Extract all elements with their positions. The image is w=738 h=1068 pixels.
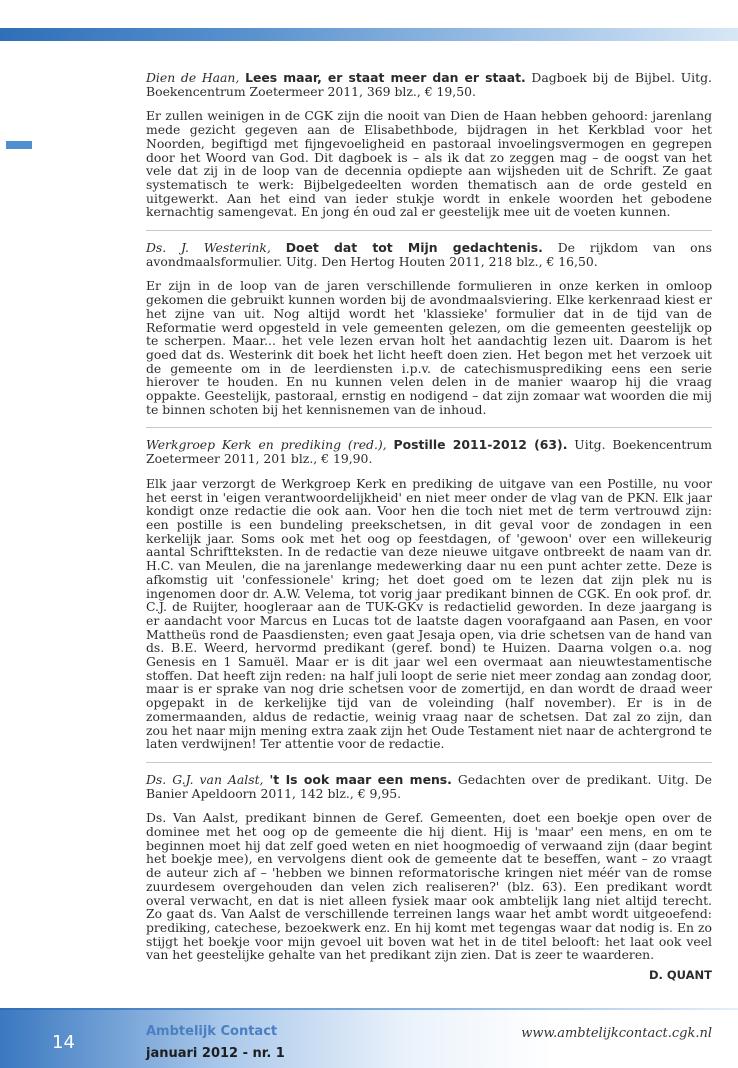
review-citation — [146, 241, 712, 268]
review-title: Postille 2011-2012 (63). — [393, 437, 568, 453]
review-westerink — [146, 241, 712, 416]
section-divider — [146, 230, 712, 231]
reviews-column — [146, 71, 712, 983]
review-details: Gedachten over de predikant. Uitg. De Banier Apeldoorn 2011, 142 blz., € 9,95. — [146, 771, 712, 801]
review-author: Ds. J. Westerink, — [146, 240, 271, 256]
section-divider — [146, 762, 712, 763]
review-postille — [146, 438, 712, 750]
section-divider — [146, 427, 712, 428]
review-title: 't Is ook maar een mens. — [269, 771, 452, 787]
review-body: Elk jaar verzorgt de Werkgroep Kerk en prediking de uitgave van een Postille, nu voor het eerst in 'eigen verantwoordelijkheid' en niet meer onder de vlag van de PKN. Elk jaar kondigt onze redactie die ook aan. Voor hen die toch niet met de term vertrouwd zijn: een postille is een bundeling preekschetsen, in dit geval voor de zondagen in een kerkelijk jaar. Soms ook met het oog op feestdagen, of 'gewoon' over een willekeurig aantal Schriftteksten. In de redactie van deze nieuwe uitgave ontbreekt de naam van dr. H.C. van Meulen, die na jarenlange medewerking daar nu een punt achter zette. Deze is afkomstig uit 'confessionele' kring; het doet goed om te lezen dat zijn plek nu is ingenomen door dr. A.W. Velema, tot vorig jaar predikant binnen de CGK. En ook prof. dr. C.J. de Ruijter, hoogleraar aan de TUK-GKv is redactielid geworden. In deze jaargang is er aandacht voor Marcus en Lucas tot de laatste dagen voorafgaand aan Pasen, en voor Mattheüs rond de Paasdiensten; even gaat Jesaja open, via drie schetsen van de hand van ds. B.E. Weerd, hervormd predikant (geref. bond) te Huizen. Daarna volgen o.a. nog Genesis en 1 Samuël. Maar er is dit jaar wel een overmaat aan nieuwtestamentische stoffen. Dat heeft zijn reden: na half juli loopt de serie niet meer zondag aan zondag door, maar is er sprake van nog drie schetsen voor de zomertijd, en dan wordt de draad weer opgepakt in de kerkelijke tijd van de voleinding (half november). Er is in de zomermaanden, aldus de redactie, weinig vraag naar de schetsen. Dat zal zo zijn, dan zou het naar mijn mening extra zaak zijn het Oude Testament niet naar de achtergrond te laten verdwijnen! Ter attentie voor de redactie. — [146, 475, 712, 752]
review-details: De rijkdom van ons avondmaalsformulier. Uitg. Den Hertog Houten 2011, 218 blz., € 16,50. — [146, 240, 712, 269]
review-author: Ds. G.J. van Aalst, — [146, 771, 264, 787]
author-signature: D. QUANT — [648, 968, 712, 983]
review-author: Werkgroep Kerk en prediking (red.), — [146, 437, 387, 453]
review-author: Dien de Haan, — [146, 70, 240, 85]
review-de-haan — [146, 71, 712, 219]
review-citation — [146, 773, 712, 800]
website-link[interactable]: www.ambtelijkcontact.cgk.nl — [521, 1026, 712, 1041]
journal-name: Ambtelijk Contact — [146, 1024, 278, 1039]
review-citation — [146, 438, 712, 465]
review-title: Lees maar, er staat meer dan er staat. — [245, 70, 526, 85]
review-details: Uitg. Boekencentrum Zoetermeer 2011, 201 blz., € 19,90. — [146, 437, 712, 467]
page-number: 14 — [52, 1032, 75, 1053]
issue-label: januari 2012 - nr. 1 — [146, 1046, 285, 1061]
review-title: Doet dat tot Mijn gedachtenis. — [285, 240, 543, 256]
review-body: Er zullen weinigen in de CGK zijn die nooit van Dien de Haan hebben gehoord: jarenlang mede gezicht gegeven aan de Elisabethbode, bijdragen in het Kerkblad voor het Noorden, begiftigd met fijngevoeligheid en pastoraal invoelingsvermogen en gegrepen door het Woord van God. Dit dagboek is – als ik dat zo zeggen mag – de oogst van het vele dat zij in de loop van de decennia opdiepte aan wijsheden uit de Schrift. Ze gaat systematisch te werk: Bijbelgedeelten worden thematisch aan de orde gesteld en uitgewerkt. Aan het eind van ieder stukje wordt in enkele woorden het gebodene kernachtig samengevat. En jong én oud zal er geestelijk mee uit de voeten kunnen. — [146, 108, 712, 220]
review-body: Er zijn in de loop van de jaren verschillende formulieren in onze kerken in omloop gekomen die gebruikt kunnen worden bij de avondmaalsviering. Elke kerkenraad kiest er het zijne van uit. Nog altijd wordt het 'klassieke' formulier dat in de tijd van de Reformatie werd opgesteld in vele gemeenten gelezen, om die gemeenten geestelijk op te scherpen. Maar... het vele lezen ervan holt het aandachtig lezen uit. Daarom is het goed dat ds. Westerink dit boek het licht heeft doen zien. Het begon met het verzoek uit de gemeente om in de leerdiensten i.p.v. de catechismusprediking eens een serie hierover te houden. En nu kunnen velen delen in de manier waarop hij die vraag oppakte. Geestelijk, pastoraal, ernstig en nodigend – dat zijn zomaar wat woorden die mij te binnen schoten bij het kennisnemen van de inhoud. — [146, 278, 712, 417]
review-citation — [146, 71, 712, 98]
header-color-band — [0, 28, 738, 41]
review-details: Dagboek bij de Bijbel. Uitg. Boekencentrum Zoetermeer 2011, 369 blz., € 19,50. — [146, 70, 712, 99]
margin-accent-mark — [6, 141, 32, 149]
review-body: Ds. Van Aalst, predikant binnen de Geref. Gemeenten, doet een boekje open over de dominee met het oog op de gemeente die hij dient. Hij is 'maar' een mens, en om te beginnen moet hij dat zelf goed weten en niet hoogmoedig of verwaand zijn (daar begint het boekje mee), en vervolgens dient ook de gemeente dat te beseffen, want – zo vraagt de auteur zich af – 'hebben we binnen reformatorische kringen niet méér van de romse zuurdesem overgehouden dan velen zich realiseren?' (blz. 63). Een predikant wordt overal verwacht, en dat is niet alleen fysiek maar ook ambtelijk lang niet altijd terecht. Zo gaat ds. Van Aalst de verschillende terreinen langs waar het ambt wordt uitgeoefend: prediking, catechese, bezoekwerk enz. En hij komt met tegengas waar dat nodig is. En zo stijgt het boekje voor mijn gevoel uit boven wat het in de titel belooft: het laat ook veel van het geestelijke gehalte van het predikant zijn zien. Dat is zeer te waarderen. — [146, 810, 712, 963]
review-van-aalst — [146, 773, 712, 962]
